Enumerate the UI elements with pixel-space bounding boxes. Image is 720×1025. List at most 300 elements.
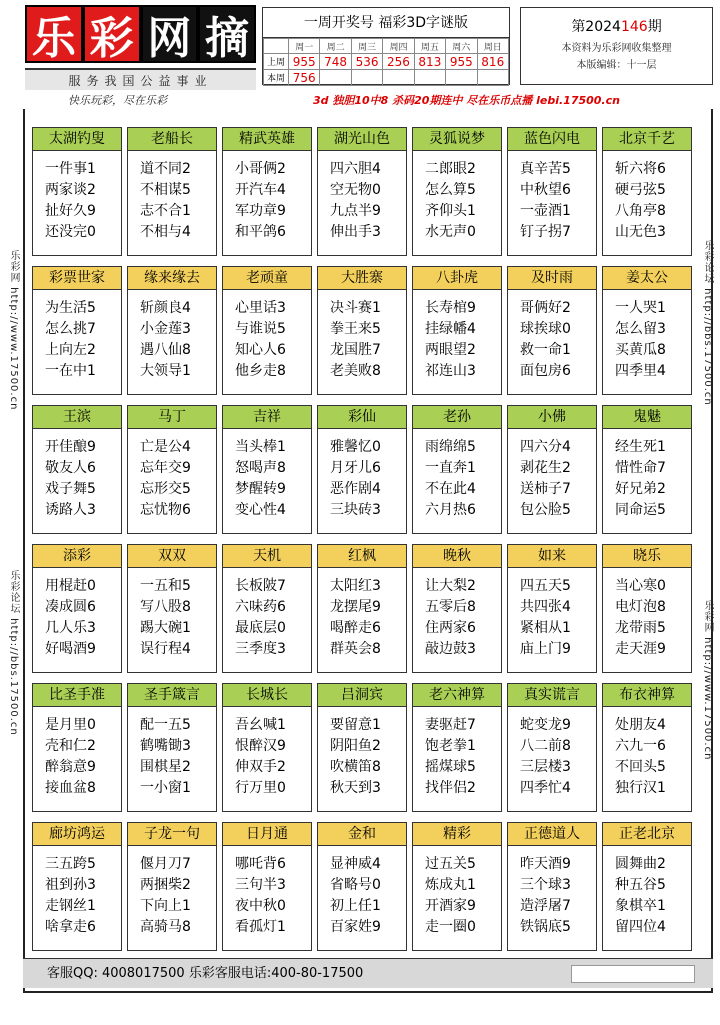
riddle-line: 几人乐3 [45,620,96,636]
riddle-line: 硬弓弦5 [615,182,666,198]
riddle-card-author: 彩票世家 [33,267,121,290]
riddle-card-author: 及时雨 [508,267,596,290]
this-week-number: 756 [288,70,319,86]
riddle-line: 不相与4 [140,224,191,240]
riddle-card-body [318,290,406,382]
riddle-line: 阴阳鱼2 [330,738,381,754]
riddle-line: 龙带雨5 [615,620,666,636]
riddle-grid [32,127,692,955]
riddle-card [32,127,122,256]
riddle-line: 壳和仁2 [45,738,96,754]
riddle-line: 开佳酿9 [45,439,96,455]
riddle-card [127,266,217,395]
riddle-card-body [128,290,216,382]
riddle-line: 踢大碗1 [140,620,191,636]
riddle-line: 同命运5 [615,502,666,518]
riddle-card-author: 正老北京 [603,823,691,846]
riddle-line: 挂绿幡4 [425,321,476,337]
riddle-card-body [318,151,406,243]
riddle-line: 三层楼3 [520,759,571,775]
last-week-number: 748 [320,54,351,70]
riddle-card-body [33,290,121,382]
this-week-number [383,70,414,86]
riddle-line: 包公脸5 [520,502,571,518]
riddle-card-author: 吕洞宾 [318,684,406,707]
riddle-line: 伸双手2 [235,759,286,775]
riddle-card [412,266,502,395]
riddle-line: 蛇变龙9 [520,717,571,733]
riddle-card [127,405,217,534]
riddle-line: 两家谈2 [45,182,96,198]
riddle-card [127,544,217,673]
riddle-line: 小金莲3 [140,321,191,337]
riddle-line: 长寿棺9 [425,300,476,316]
riddle-card-author: 吉祥 [223,406,311,429]
riddle-line: 当头棒1 [235,439,286,455]
riddle-line: 不相谋5 [140,182,191,198]
riddle-card-author: 晚秋 [413,545,501,568]
riddle-line: 省略号0 [330,877,381,893]
riddle-line: 啥拿走6 [45,919,96,935]
riddle-line: 九点半9 [330,203,381,219]
riddle-line: 妻驱赶7 [425,717,476,733]
riddle-card [32,544,122,673]
riddle-line: 为生活5 [45,300,96,316]
riddle-line: 心里话3 [235,300,286,316]
riddle-line: 雅馨忆0 [330,439,381,455]
riddle-card-body [508,846,596,938]
riddle-line: 四季忙4 [520,780,571,796]
riddle-line: 他乡走8 [235,363,286,379]
riddle-card [127,683,217,812]
riddle-card-body [223,846,311,938]
weekday-label: 周五 [414,39,445,54]
riddle-line: 共四张4 [520,599,571,615]
riddle-card [507,822,597,951]
riddle-line: 围棋星2 [140,759,191,775]
riddle-line: 独行汉1 [615,780,666,796]
riddle-card-author: 八卦虎 [413,267,501,290]
weekday-label: 周日 [477,39,508,54]
riddle-card-body [603,151,691,243]
riddle-line: 龙摆尾9 [330,599,381,615]
riddle-line: 圆舞曲2 [615,856,666,872]
riddle-line: 喝醉走6 [330,620,381,636]
weekday-label: 周六 [446,39,477,54]
riddle-line: 庙上门9 [520,641,571,657]
riddle-card-body [128,568,216,660]
riddle-line: 电灯泡8 [615,599,666,615]
riddle-card-author: 鬼魅 [603,406,691,429]
riddle-card-body [603,429,691,521]
riddle-line: 道不同2 [140,161,191,177]
riddle-card [507,405,597,534]
riddle-card [222,683,312,812]
riddle-line: 敲边鼓3 [425,641,476,657]
issue-box [520,7,713,85]
riddle-line: 空无物0 [330,182,381,198]
riddle-card [317,405,407,534]
riddle-line: 祖到孙3 [45,877,96,893]
riddle-line: 一件事1 [45,161,96,177]
issue-number: 146 [620,19,648,35]
slogan: 服务我国公益事业 [25,68,256,90]
riddle-line: 上向左2 [45,342,96,358]
riddle-line: 三个球3 [520,877,571,893]
last-week-number: 955 [446,54,477,70]
riddle-card-author: 圣手箴言 [128,684,216,707]
riddle-line: 四六分4 [520,439,571,455]
riddle-line: 忘年交9 [140,460,191,476]
riddle-card-body [508,429,596,521]
riddle-line: 遇八仙8 [140,342,191,358]
logo-chars [25,5,256,63]
riddle-card-author: 小佛 [508,406,596,429]
logo-char: 网 [141,5,199,63]
riddle-line: 紧相从1 [520,620,571,636]
riddle-card-body [128,429,216,521]
riddle-line: 配一五5 [140,717,191,733]
riddle-line: 秋天到3 [330,780,381,796]
riddle-card-body [318,707,406,799]
riddle-card-body [33,568,121,660]
riddle-card-author: 王滨 [33,406,121,429]
riddle-card [317,266,407,395]
riddle-card-author: 湖光山色 [318,128,406,151]
riddle-card-author: 北京千艺 [603,128,691,151]
riddle-line: 显神威4 [330,856,381,872]
issue-line [521,14,712,40]
riddle-card-body [603,846,691,938]
riddle-card-author: 太湖钓叟 [33,128,121,151]
riddle-card-author: 长城长 [223,684,311,707]
footer-bar [23,958,713,988]
riddle-line: 两眼望2 [425,342,476,358]
riddle-line: 走一圈0 [425,919,476,935]
riddle-line: 大领导1 [140,363,191,379]
riddle-line: 高骑马8 [140,919,191,935]
riddle-line: 戏子舞5 [45,481,96,497]
riddle-line: 决斗赛1 [330,300,381,316]
riddle-line: 两捆柴2 [140,877,191,893]
riddle-card-author: 添彩 [33,545,121,568]
riddle-line: 摇煤球5 [425,759,476,775]
riddle-line: 下向上1 [140,898,191,914]
riddle-card [507,544,597,673]
riddle-line: 醉翁意9 [45,759,96,775]
riddle-card [32,266,122,395]
riddle-card-author: 灵狐说梦 [413,128,501,151]
riddle-line: 小哥俩2 [235,161,286,177]
riddle-card [507,127,597,256]
riddle-card-author: 正德道人 [508,823,596,846]
riddle-line: 看孤灯1 [235,919,286,935]
weekly-draw-title: 一周开奖号 福彩3D字谜版 [263,8,509,38]
riddle-line: 走天涯9 [615,641,666,657]
riddle-line: 变心性4 [235,502,286,518]
riddle-card-body [223,290,311,382]
riddle-line: 象棋卒1 [615,898,666,914]
riddle-line: 一五和5 [140,578,191,594]
riddle-line: 球挨球0 [520,321,571,337]
riddle-line: 群英会8 [330,641,381,657]
editor-note: 本版编辑：十一层 [576,60,657,71]
riddle-line: 住两家6 [425,620,476,636]
riddle-line: 志不合1 [140,203,191,219]
riddle-line: 写八股8 [140,599,191,615]
riddle-line: 一人哭1 [615,300,666,316]
riddle-line: 伸出手3 [330,224,381,240]
riddle-line: 真辛苦5 [520,161,571,177]
last-week-number: 816 [477,54,508,70]
riddle-card-body [413,151,501,243]
logo [25,5,256,90]
riddle-line: 军功章9 [235,203,286,219]
riddle-line: 百家姓9 [330,919,381,935]
riddle-line: 三季度3 [235,641,286,657]
riddle-card-author: 金和 [318,823,406,846]
riddle-card-author: 廊坊鸿运 [33,823,121,846]
riddle-card-author: 老船长 [128,128,216,151]
riddle-card-body [223,151,311,243]
riddle-line: 知心人6 [235,342,286,358]
riddle-line: 最底层0 [235,620,286,636]
source-note: 本资料为乐彩网收集整理 [561,43,672,54]
riddle-line: 买黄瓜8 [615,342,666,358]
riddle-line: 忘忧物6 [140,502,191,518]
riddle-line: 哥俩好2 [520,300,571,316]
riddle-card-body [33,846,121,938]
riddle-line: 斩六将6 [615,161,666,177]
last-week-number: 955 [288,54,319,70]
riddle-card-body [413,846,501,938]
riddle-line: 好兄弟2 [615,481,666,497]
riddle-line: 亡是公4 [140,439,191,455]
riddle-line: 面包房6 [520,363,571,379]
riddle-line: 开汽车4 [235,182,286,198]
riddle-line: 老美败8 [330,363,381,379]
riddle-line: 是月里0 [45,717,96,733]
riddle-line: 送柿子7 [520,481,571,497]
issue-suffix: 期 [647,19,662,35]
riddle-card-body [128,707,216,799]
riddle-line: 六味药6 [235,599,286,615]
riddle-card-body [128,846,216,938]
riddle-line: 惜性命7 [615,460,666,476]
riddle-line: 还没完0 [45,224,96,240]
riddle-line: 一壶酒1 [520,203,571,219]
riddle-line: 怎么挑7 [45,321,96,337]
tagline-right: 3d 独胆10中8 杀码20期连中 尽在乐币点播 lebi.17500.cn [313,94,620,107]
footer-blank-box [571,965,695,983]
riddle-line: 救一命1 [520,342,571,358]
riddle-card-body [33,429,121,521]
riddle-card-body [318,568,406,660]
riddle-line: 不在此4 [425,481,476,497]
this-week-number [320,70,351,86]
riddle-card-author: 姜太公 [603,267,691,290]
riddle-card-body [413,707,501,799]
riddle-card-body [33,707,121,799]
this-week-number [351,70,382,86]
riddle-line: 夜中秋0 [235,898,286,914]
riddle-card-body [603,707,691,799]
riddle-line: 怎么算5 [425,182,476,198]
riddle-card-author: 布衣神算 [603,684,691,707]
logo-char: 乐 [25,5,83,63]
tagline-left: 快乐玩彩，尽在乐彩 [68,94,167,107]
riddle-card-body [33,151,121,243]
riddle-line: 造浮屠7 [520,898,571,914]
weekday-label: 周二 [320,39,351,54]
riddle-line: 行万里0 [235,780,286,796]
riddle-line: 水无声0 [425,224,476,240]
riddle-line: 误行程4 [140,641,191,657]
side-label-right-top: 乐彩论坛 http://bbs.17500.cn [702,240,713,406]
riddle-card [317,127,407,256]
riddle-line: 吾幺喊1 [235,717,286,733]
riddle-line: 处朋友4 [615,717,666,733]
riddle-card-author: 子龙一句 [128,823,216,846]
riddle-line: 种五谷5 [615,877,666,893]
riddle-card-author: 日月通 [223,823,311,846]
riddle-line: 梦醒转9 [235,481,286,497]
riddle-card-author: 老六神算 [413,684,501,707]
side-label-right-bottom: 乐彩网 http://www.17500.cn [702,600,713,761]
riddle-card [412,822,502,951]
riddle-line: 四季里4 [615,363,666,379]
riddle-line: 怒喝声8 [235,460,286,476]
riddle-line: 让大梨2 [425,578,476,594]
riddle-line: 炼成丸1 [425,877,476,893]
riddle-card [602,822,692,951]
riddle-card-body [128,151,216,243]
riddle-card-author: 老顽童 [223,267,311,290]
riddle-line: 剥花生2 [520,460,571,476]
riddle-line: 吹横笛8 [330,759,381,775]
riddle-card [32,822,122,951]
riddle-card-author: 马丁 [128,406,216,429]
riddle-card [507,266,597,395]
riddle-card-body [413,429,501,521]
riddle-line: 三块砖3 [330,502,381,518]
riddle-line: 开酒家9 [425,898,476,914]
riddle-line: 龙国胜7 [330,342,381,358]
logo-char: 彩 [83,5,141,63]
riddle-card-body [318,846,406,938]
riddle-line: 六九一6 [615,738,666,754]
riddle-card-author: 天机 [223,545,311,568]
riddle-line: 斩颜良4 [140,300,191,316]
riddle-line: 山无色3 [615,224,666,240]
riddle-card-author: 精彩 [413,823,501,846]
riddle-card-body [223,707,311,799]
riddle-card-body [223,429,311,521]
riddle-line: 经生死1 [615,439,666,455]
riddle-card-body [603,290,691,382]
riddle-card-author: 晓乐 [603,545,691,568]
riddle-card-body [508,290,596,382]
riddle-line: 中秋望6 [520,182,571,198]
riddle-card-body [318,429,406,521]
riddle-line: 六月热6 [425,502,476,518]
riddle-card-author: 红枫 [318,545,406,568]
riddle-card-body [508,568,596,660]
riddle-card-author: 如来 [508,545,596,568]
riddle-card-author: 蓝色闪电 [508,128,596,151]
riddle-card-author: 老孙 [413,406,501,429]
riddle-line: 与谁说5 [235,321,286,337]
last-week-number: 536 [351,54,382,70]
riddle-card-body [413,290,501,382]
this-week-number [446,70,477,86]
riddle-card [602,405,692,534]
riddle-line: 不回头5 [615,759,666,775]
riddle-card [412,405,502,534]
riddle-line: 怎么留3 [615,321,666,337]
side-label-left-top: 乐彩网 http://www.17500.cn [8,250,19,411]
riddle-line: 接血盆8 [45,780,96,796]
this-week-number [477,70,508,86]
riddle-card [222,127,312,256]
riddle-card [32,405,122,534]
riddle-card-author: 比圣手准 [33,684,121,707]
this-week-number [414,70,445,86]
riddle-line: 三五跨5 [45,856,96,872]
logo-char: 摘 [198,5,256,63]
riddle-card-body [223,568,311,660]
riddle-line: 一在中1 [45,363,96,379]
weekly-draw-box [262,7,510,85]
riddle-line: 用棍赶0 [45,578,96,594]
riddle-line: 要留意1 [330,717,381,733]
riddle-line: 偃月刀7 [140,856,191,872]
riddle-line: 恨醉汉9 [235,738,286,754]
riddle-card [222,405,312,534]
riddle-line: 恶作剧4 [330,481,381,497]
side-label-left-bottom: 乐彩论坛 http://bbs.17500.cn [8,570,19,736]
riddle-card-author: 真实谎言 [508,684,596,707]
riddle-line: 五零后8 [425,599,476,615]
riddle-card [222,822,312,951]
riddle-card [412,127,502,256]
riddle-card-author: 大胜寨 [318,267,406,290]
riddle-card-author: 缘来缘去 [128,267,216,290]
weekday-label: 周四 [383,39,414,54]
riddle-line: 昨天酒9 [520,856,571,872]
week-header-blank [264,39,289,54]
weekday-label: 周一 [288,39,319,54]
riddle-line: 八二前8 [520,738,571,754]
riddle-card [317,822,407,951]
riddle-card [127,822,217,951]
riddle-line: 过五关5 [425,856,476,872]
riddle-line: 忘形交5 [140,481,191,497]
riddle-line: 太阳红3 [330,578,381,594]
riddle-line: 铁锅底5 [520,919,571,935]
riddle-line: 扯好久9 [45,203,96,219]
last-week-number: 813 [414,54,445,70]
riddle-line: 好喝酒9 [45,641,96,657]
riddle-line: 齐仰头1 [425,203,476,219]
riddle-line: 钉子拐7 [520,224,571,240]
riddle-card [317,544,407,673]
riddle-line: 鹤嘴锄3 [140,738,191,754]
footer-contact: 客服QQ: 4008017500 乐彩客服电话:400-80-17500 [47,966,364,981]
riddle-line: 找伴侣2 [425,780,476,796]
riddle-card [32,683,122,812]
riddle-line: 饱老拳1 [425,738,476,754]
